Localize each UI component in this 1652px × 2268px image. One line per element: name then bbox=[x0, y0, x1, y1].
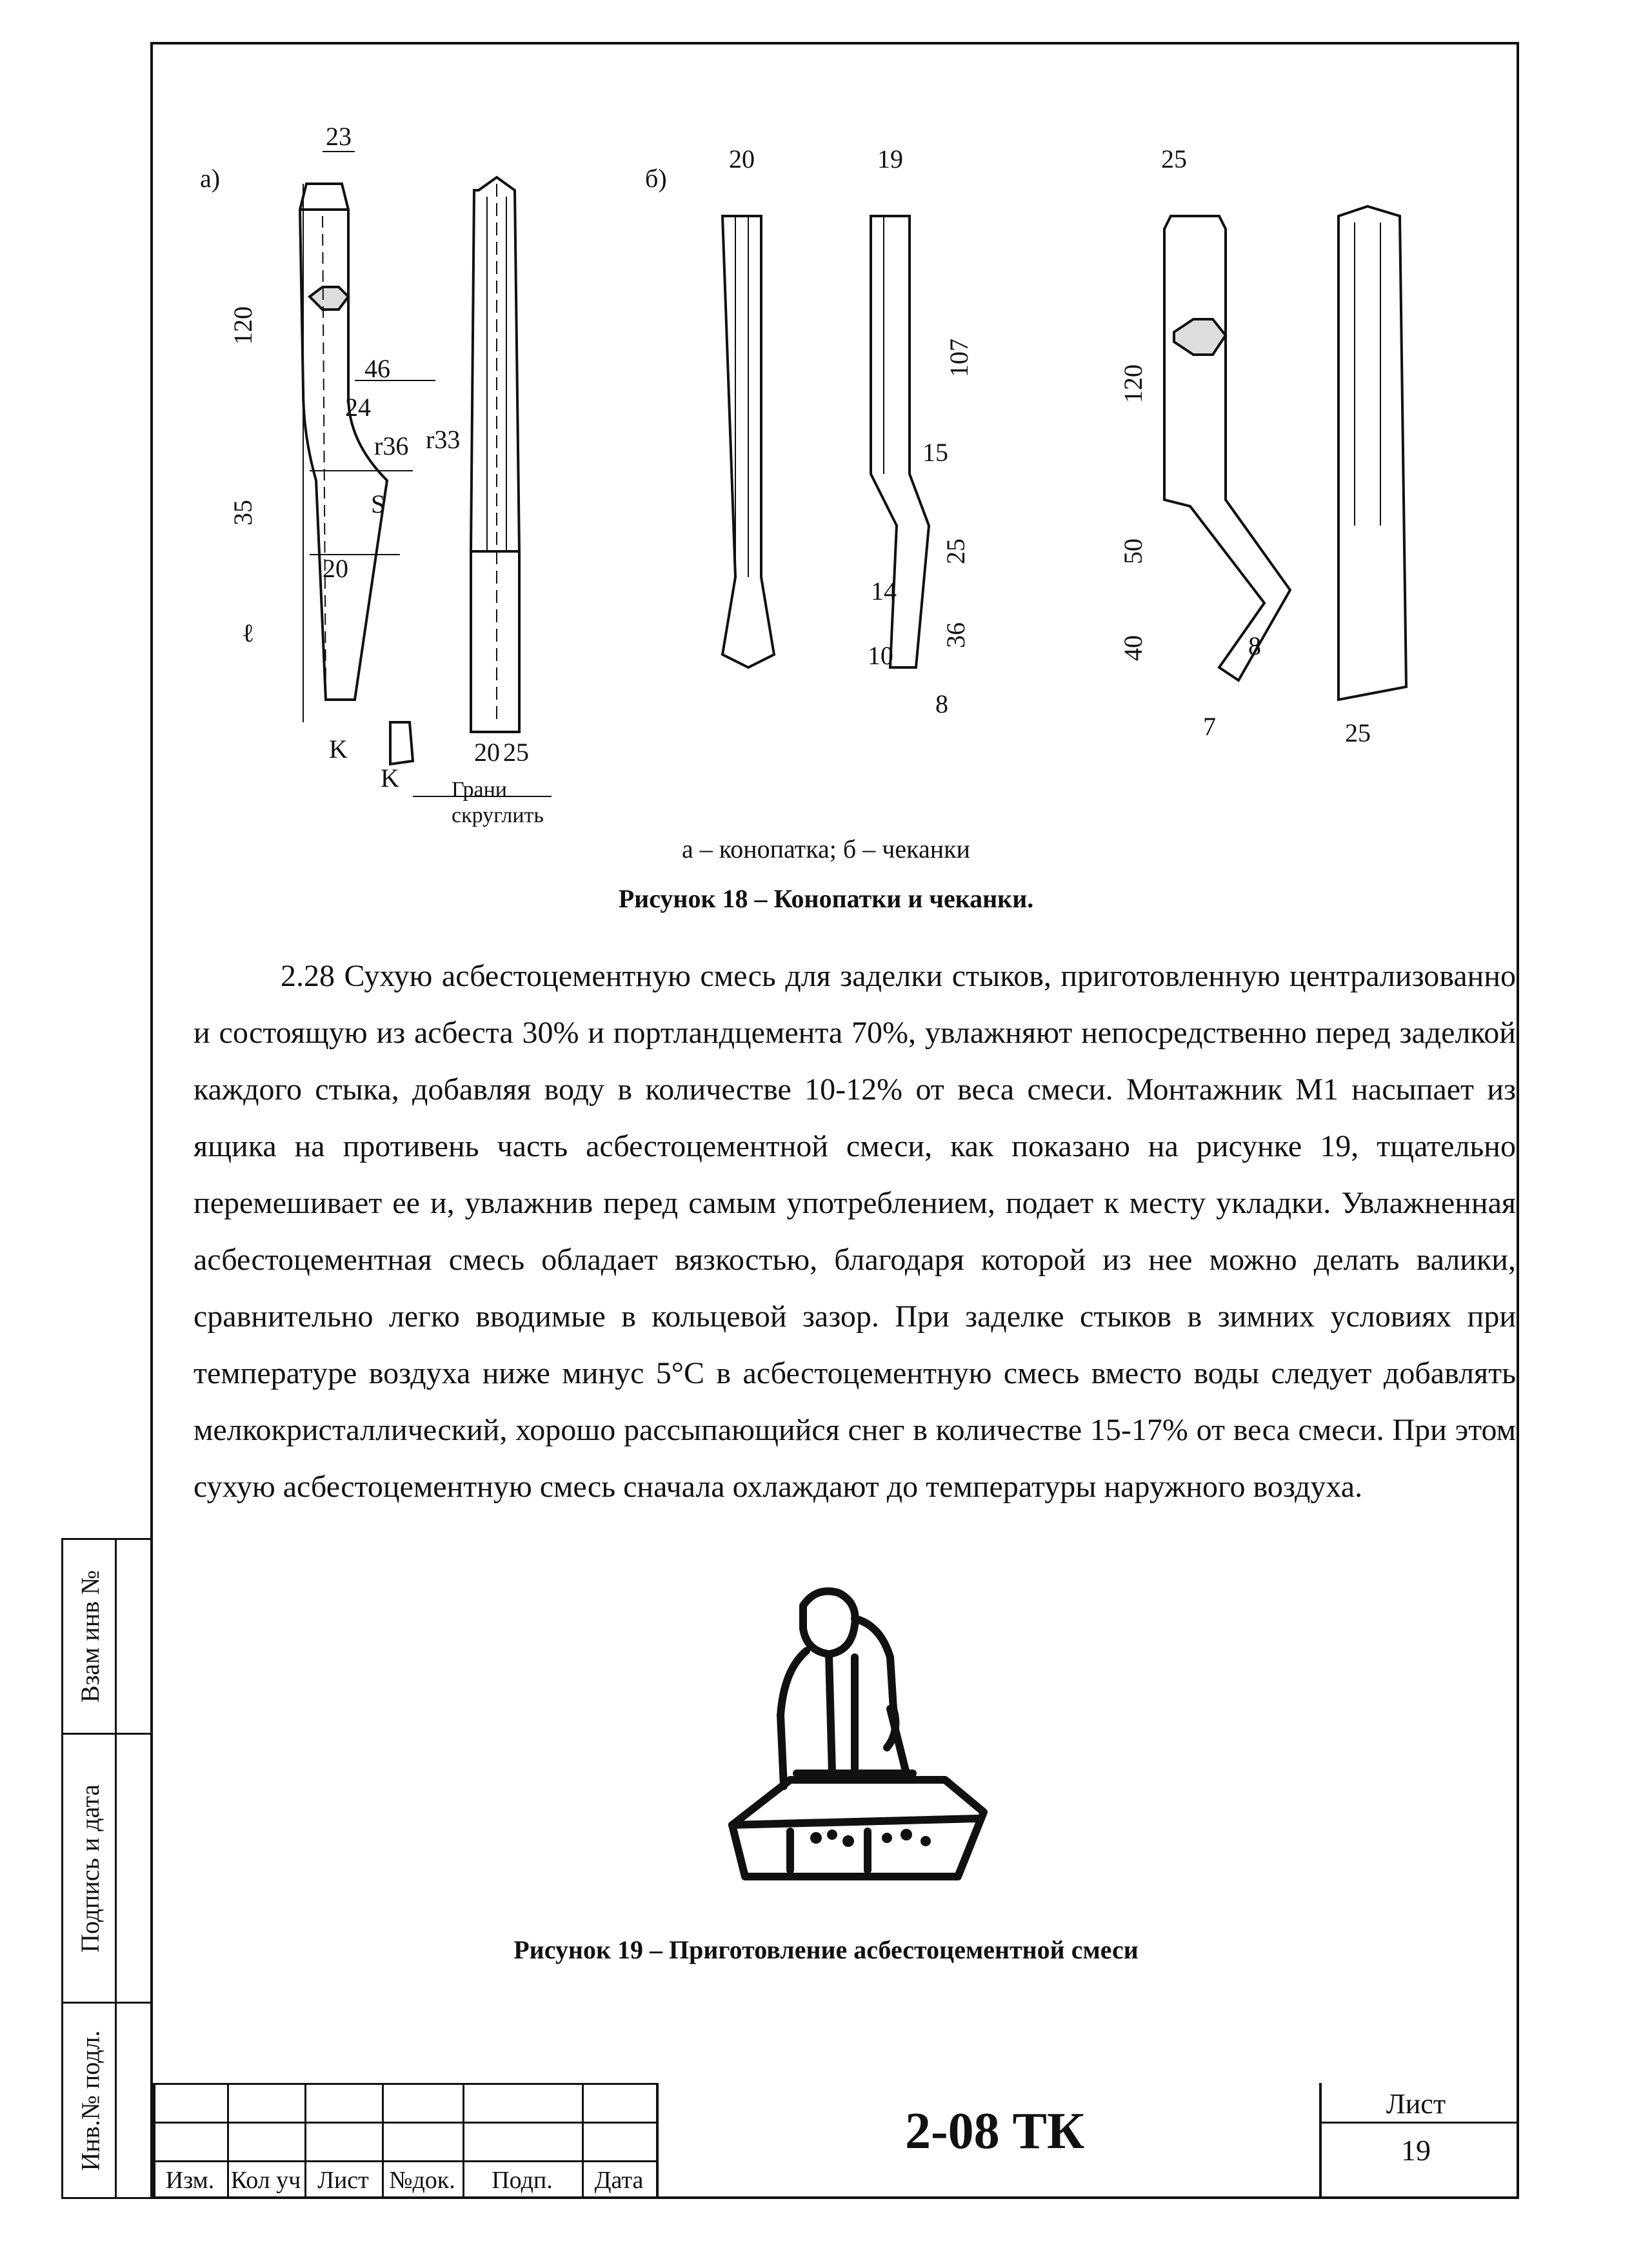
sidebar-stamp bbox=[61, 1538, 153, 2199]
fig18-dim-46: 46 bbox=[364, 354, 390, 383]
fig18-note-round: скруглить bbox=[452, 804, 544, 827]
fig18-dim-b25-bottom: 25 bbox=[1345, 718, 1371, 747]
fig18-dim-l: ℓ bbox=[242, 618, 255, 647]
fig18-dim-b25-top: 25 bbox=[1161, 144, 1187, 173]
sidebar-field-replacement bbox=[61, 1538, 150, 1735]
figure-18-caption: Рисунок 18 – Конопатки и чеканки. bbox=[618, 884, 1034, 913]
fig18-dim-bottom-25: 25 bbox=[503, 738, 529, 767]
figure-19-caption: Рисунок 19 – Приготовление асбестоцементной смеси bbox=[513, 1935, 1139, 1964]
figure-18-subcaption: а – конопатка; б – чеканки bbox=[682, 834, 970, 863]
body-text bbox=[194, 948, 1516, 1515]
sidebar-field-inventory bbox=[61, 2002, 150, 2199]
fig18-dim-b107: 107 bbox=[944, 339, 973, 377]
fig18-dim-b19: 19 bbox=[877, 144, 903, 173]
paragraph-2-28: 2.28 Сухую асбестоцементную смесь для заделки стыков, приготовленную централизованно и состоящую из асбеста 30% и портландцемента 70%, увлажняют непосредственно перед заделкой каждого стыка, добавляя воду в количестве 10-12% от веса смеси. Монтажник М1 насыпает из ящика на противень часть асбестоцементной смеси, как показано на рисунке 19, тщательно перемешивает ее и, увлажнив перед самым употреблением, подает к месту укладки. Увлажненная асбестоцементная смесь обладает вязкостью, благодаря которой из нее можно делать валики, сравнительно легко вводимые в кольцевой зазор. При заделке стыков в зимних условиях при температуре воздуха ниже минус 5°С в асбестоцементную смесь вместо воды следует добавлять мелкокристаллический, хорошо рассыпающийся снег в количестве 15-17% от веса смеси. При этом сухую асбестоцементную смесь сначала охлаждают до температуры наружного воздуха. bbox=[194, 959, 1516, 1504]
fig18-dim-b8-second: 8 bbox=[1248, 631, 1261, 660]
fig18-dim-b40: 40 bbox=[1119, 635, 1148, 661]
fig18-label-b: б) bbox=[645, 164, 667, 193]
sheet-number: 19 bbox=[1401, 2134, 1431, 2167]
document-code: 2-08 ТК bbox=[904, 2103, 1084, 2160]
fig18-dim-b36: 36 bbox=[941, 622, 970, 648]
sidebar-field-inventory-label: Инв.№ подл. bbox=[75, 2030, 105, 2171]
tb-col-podp: Подп. bbox=[492, 2167, 553, 2194]
fig18-dim-k2: K bbox=[381, 764, 399, 793]
fig18-dim-20: 20 bbox=[323, 554, 348, 583]
tb-col-data: Дата bbox=[594, 2167, 644, 2194]
sidebar-field-signature-label: Подпись и дата bbox=[75, 1784, 104, 1953]
fig18-dim-bottom-20: 20 bbox=[474, 738, 500, 767]
fig18-label-a: а) bbox=[200, 164, 221, 193]
fig18-dim-120: 120 bbox=[228, 306, 257, 345]
tb-col-izm: Изм. bbox=[165, 2167, 215, 2194]
sheet-label: Лист bbox=[1386, 2088, 1446, 2120]
fig18-dim-35: 35 bbox=[228, 500, 257, 526]
tb-col-kolu: Кол уч bbox=[230, 2167, 301, 2194]
fig18-dim-b10: 10 bbox=[868, 641, 893, 670]
fig18-dim-23: 23 bbox=[326, 122, 352, 151]
fig18-dim-s: S bbox=[371, 489, 386, 518]
title-block bbox=[153, 2083, 1519, 2199]
tb-col-list: Лист bbox=[317, 2167, 369, 2194]
fig18-note-edges: Грани bbox=[452, 778, 507, 802]
fig18-dim-b50: 50 bbox=[1119, 538, 1148, 564]
fig18-dim-b25: 25 bbox=[941, 538, 970, 564]
figure-18-drawing bbox=[194, 122, 1419, 829]
fig18-dim-24: 24 bbox=[345, 393, 371, 422]
fig18-dim-r36: r36 bbox=[374, 431, 409, 460]
fig18-dim-b15: 15 bbox=[922, 438, 948, 467]
fig18-dim-r33: r33 bbox=[426, 425, 461, 454]
fig18-dim-b20: 20 bbox=[729, 144, 755, 173]
sidebar-field-replacement-label: Взам инв № bbox=[75, 1570, 105, 1703]
figure-19-illustration bbox=[719, 1580, 990, 1915]
tb-col-ndok: №док. bbox=[389, 2167, 455, 2194]
fig18-dim-k1: K bbox=[329, 735, 348, 764]
fig18-dim-b14: 14 bbox=[871, 577, 897, 606]
fig18-dim-b120: 120 bbox=[1119, 364, 1148, 403]
fig18-dim-b7: 7 bbox=[1203, 712, 1216, 741]
fig18-dim-b8: 8 bbox=[935, 689, 948, 718]
